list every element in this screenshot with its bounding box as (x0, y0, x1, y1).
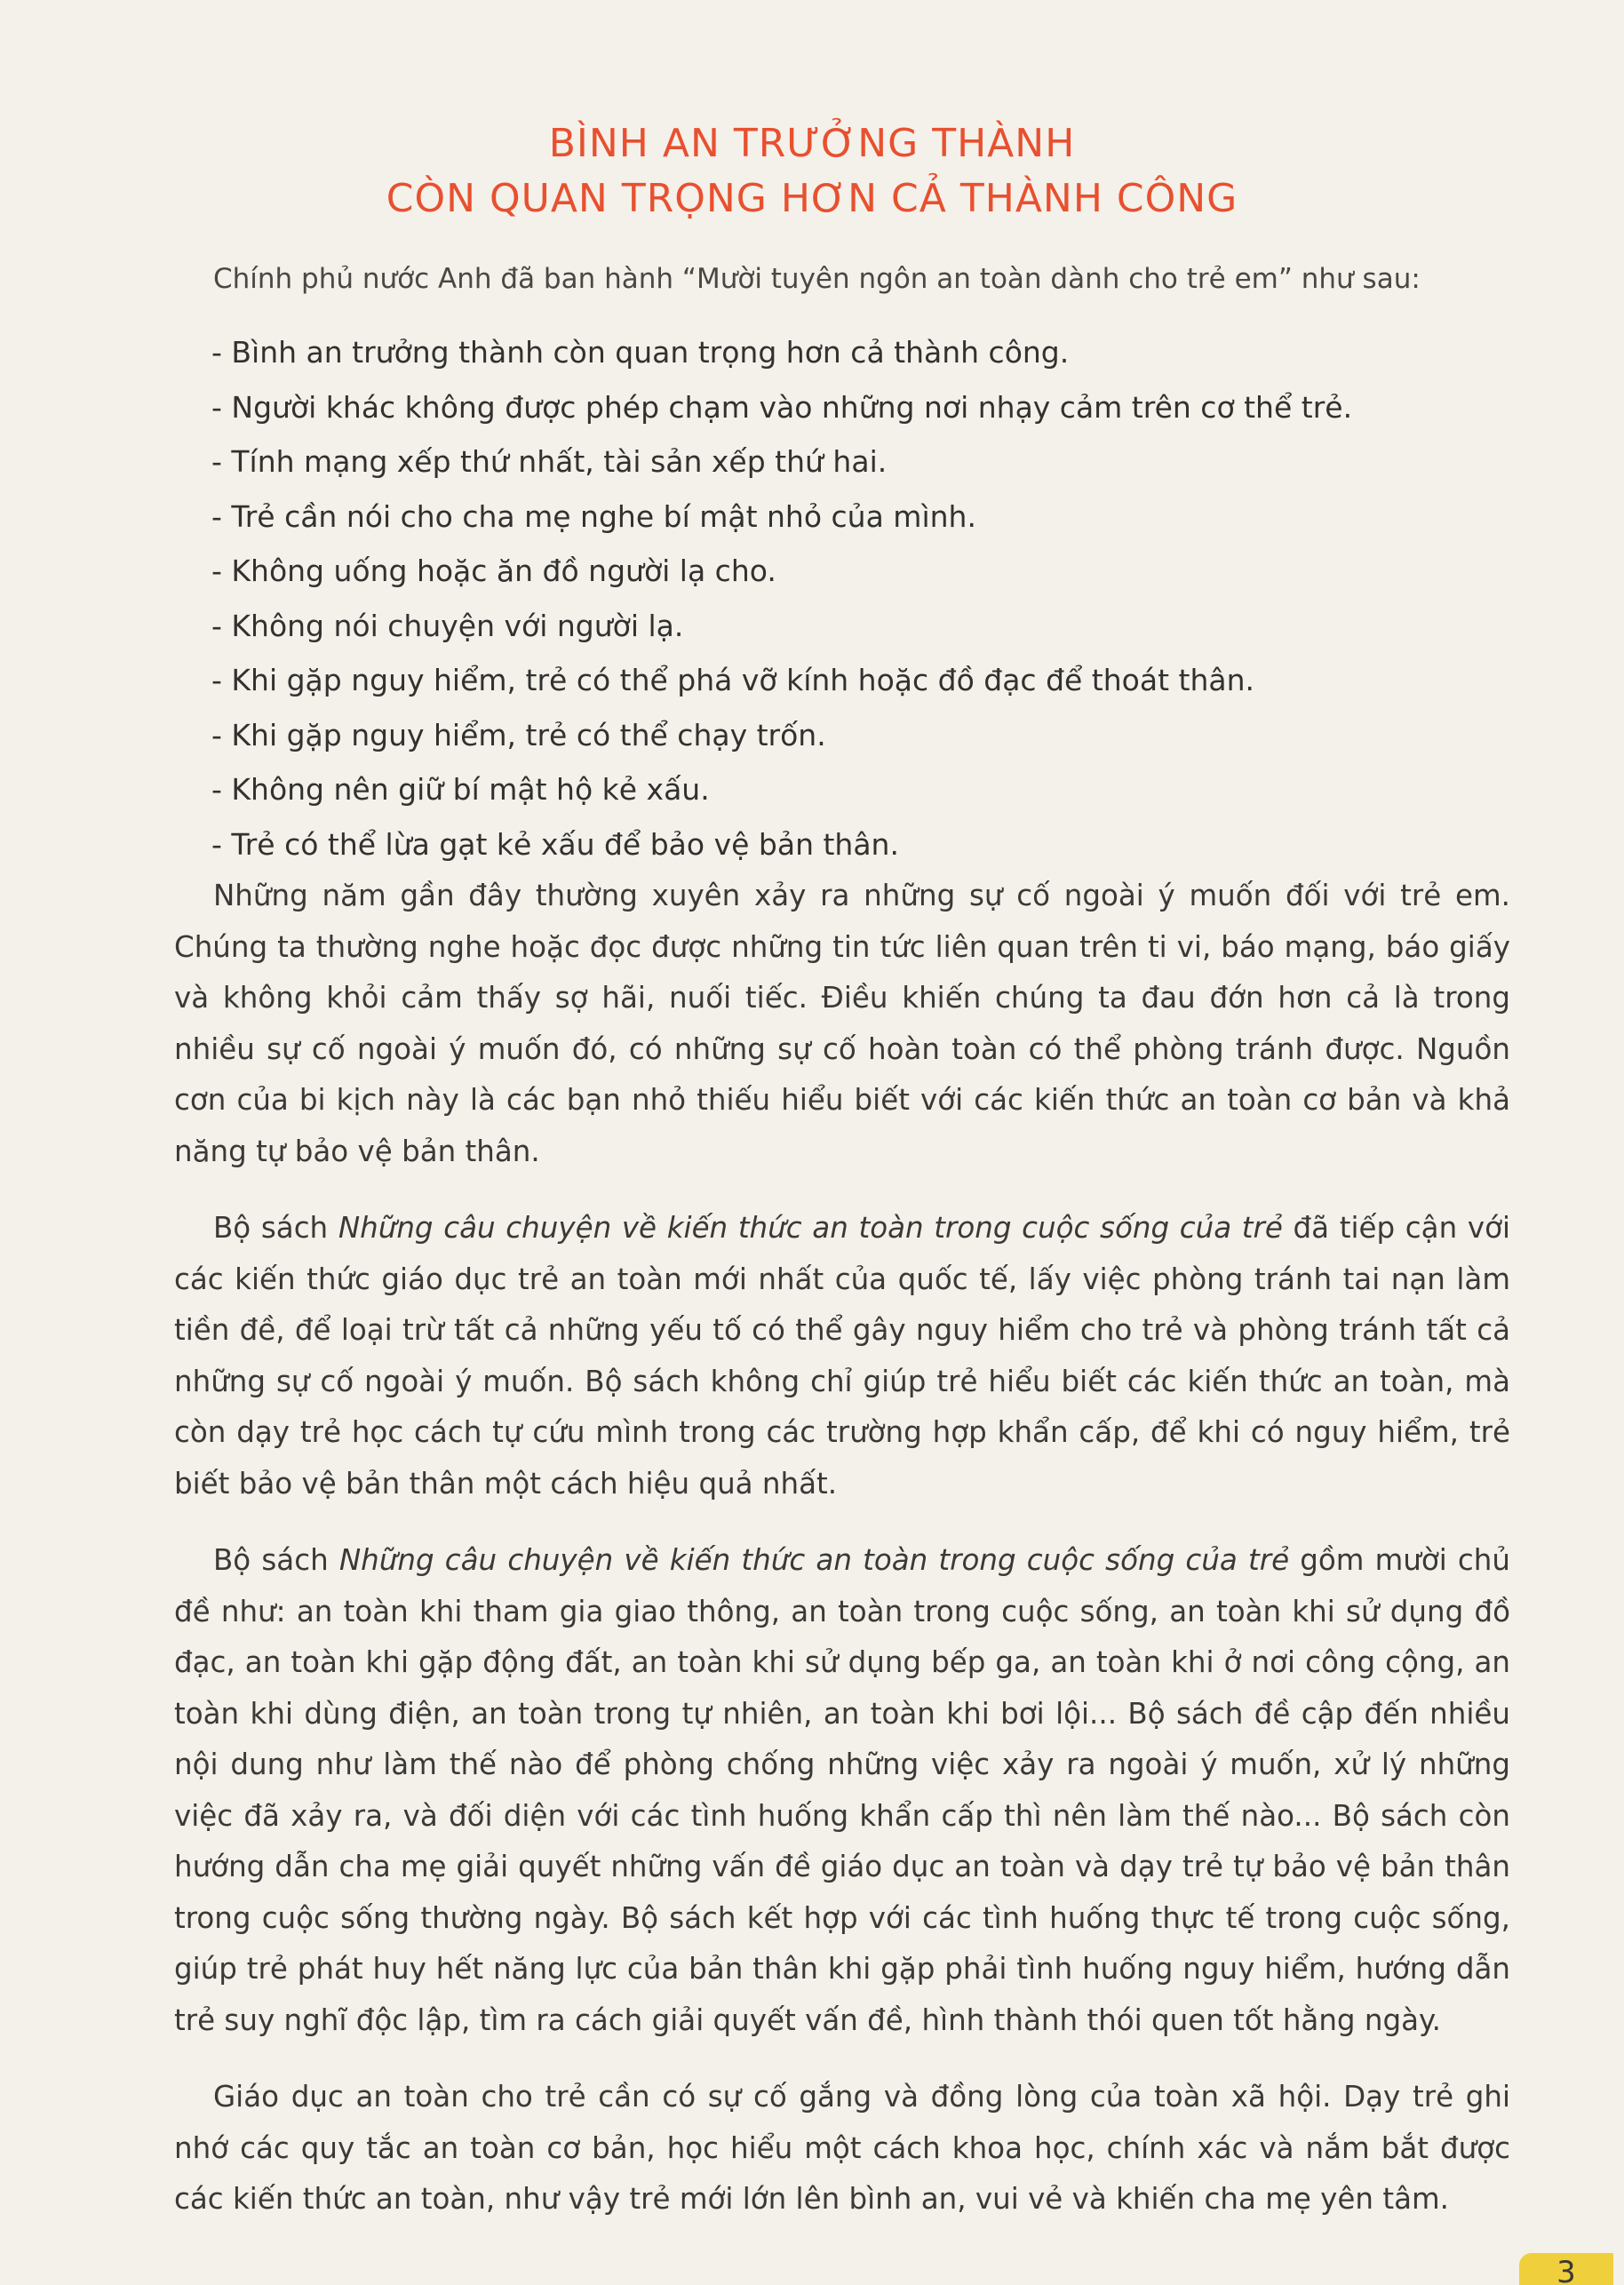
safety-rules-list (211, 325, 1526, 872)
paragraph-3-lead: Bộ sách (213, 1543, 339, 1577)
paragraph-4: Giáo dục an toàn cho trẻ cần có sự cố gắng và đồng lòng của toàn xã hội. Dạy trẻ ghi nhớ các quy tắc an toàn cơ bản, học hiểu một cách khoa học, chính xác và nắm bắt được các kiến thức an toàn, như vậy trẻ mới lớn lên bình an, vui vẻ và khiến cha mẹ yên tâm. (174, 2080, 1510, 2216)
rule-item: - Tính mạng xếp thứ nhất, tài sản xếp thứ hai. (211, 444, 888, 479)
paragraph-3 (174, 1535, 1510, 2046)
rule-item: - Khi gặp nguy hiểm, trẻ có thể chạy trốn. (211, 717, 826, 752)
paragraph-2-rest: đã tiếp cận với các kiến thức giáo dục trẻ an toàn mới nhất của quốc tế, lấy việc phòng tránh tai nạn làm tiền đề, để loại trừ tất cả những yếu tố có thể gây nguy hiểm cho trẻ và phòng tránh tất cả những sự cố ngoài ý muốn. Bộ sách không chỉ giúp trẻ hiểu biết các kiến thức an toàn, mà còn dạy trẻ học cách tự cứu mình trong các trường hợp khẩn cấp, để khi có nguy hiểm, trẻ biết bảo vệ bản thân một cách hiệu quả nhất. (174, 1211, 1510, 1501)
book-series-title: Những câu chuyện về kiến thức an toàn trong cuộc sống của trẻ (338, 1211, 1283, 1245)
rule-item: - Khi gặp nguy hiểm, trẻ có thể phá vỡ kính hoặc đồ đạc để thoát thân. (211, 663, 1254, 697)
rule-item: - Không uống hoặc ăn đồ người lạ cho. (211, 553, 776, 588)
paragraph-2-lead: Bộ sách (213, 1211, 338, 1245)
paragraph-2 (174, 1203, 1510, 1509)
paragraph-1: Những năm gần đây thường xuyên xảy ra những sự cố ngoài ý muốn đối với trẻ em. Chúng ta thường nghe hoặc đọc được những tin tức liên quan trên ti vi, báo mạng, báo giấy và không khỏi cảm thấy sợ hãi, nuối tiếc. Điều khiến chúng ta đau đớn hơn cả là trong nhiều sự cố ngoài ý muốn đó, có những sự cố hoàn toàn có thể phòng tránh được. Nguồn cơn của bi kịch này là các bạn nhỏ thiếu hiểu biết với các kiến thức an toàn cơ bản và khả năng tự bảo vệ bản thân. (174, 879, 1510, 1168)
intro-text: Chính phủ nước Anh đã ban hành “Mười tuyên ngôn an toàn dành cho trẻ em” như sau: (213, 263, 1421, 295)
rule-item: - Không nói chuyện với người lạ. (211, 608, 684, 643)
page-number: 3 (1556, 2255, 1576, 2285)
paragraph-3-rest: gồm mười chủ đề như: an toàn khi tham gia giao thông, an toàn trong cuộc sống, an toàn khi sử dụng đồ đạc, an toàn khi gặp động đất, an toàn khi sử dụng bếp ga, an toàn khi ở nơi công cộng, an toàn khi dùng điện, an toàn trong tự nhiên, an toàn khi bơi lội... Bộ sách đề cập đến nhiều nội dung như làm thế nào để phòng chống những việc xảy ra ngoài ý muốn, xử lý những việc đã xảy ra, và đối diện với các tình huống khẩn cấp thì nên làm thế nào... Bộ sách còn hướng dẫn cha mẹ giải quyết những vấn đề giáo dục an toàn và dạy trẻ tự bảo vệ bản thân trong cuộc sống thường ngày. Bộ sách kết hợp với các tình huống thực tế trong cuộc sống, giúp trẻ phát huy hết năng lực của bản thân khi gặp phải tình huống nguy hiểm, hướng dẫn trẻ suy nghĩ độc lập, tìm ra cách giải quyết vấn đề, hình thành thói quen tốt hằng ngày. (174, 1543, 1510, 2037)
rule-item: - Bình an trưởng thành còn quan trọng hơn cả thành công. (211, 335, 1070, 370)
page-number-tab (1519, 2253, 1613, 2285)
page-title-line-2: CÒN QUAN TRỌNG HƠN CẢ THÀNH CÔNG (386, 176, 1238, 221)
rule-item: - Người khác không được phép chạm vào những nơi nhạy cảm trên cơ thể trẻ. (211, 389, 1353, 425)
rule-item: - Không nên giữ bí mật hộ kẻ xấu. (211, 772, 710, 807)
body-text (174, 871, 1510, 2251)
rule-item: - Trẻ cần nói cho cha mẹ nghe bí mật nhỏ của mình. (211, 498, 976, 534)
book-series-title: Những câu chuyện về kiến thức an toàn trong cuộc sống của trẻ (338, 1543, 1290, 1577)
page-title-line-1: BÌNH AN TRƯỞNG THÀNH (548, 121, 1076, 166)
rule-item: - Trẻ có thể lừa gạt kẻ xấu để bảo vệ bản thân. (211, 826, 899, 862)
